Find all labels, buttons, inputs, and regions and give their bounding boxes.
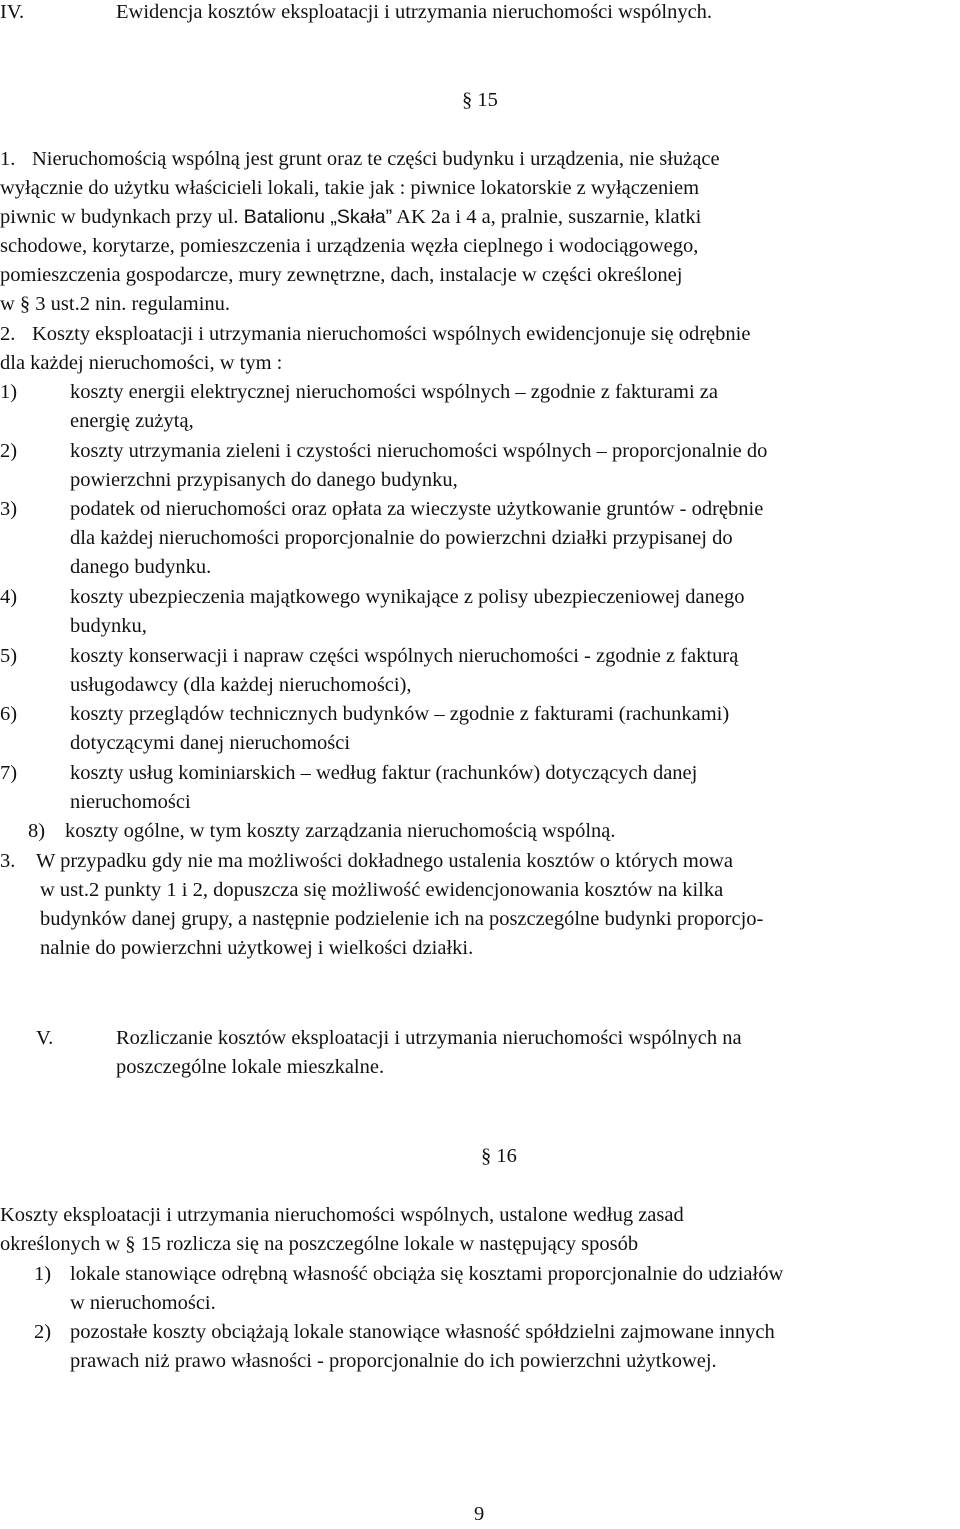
- list-number: 3): [0, 498, 18, 520]
- list-item-line: usługodawcy (dla każdej nieruchomości),: [70, 674, 412, 696]
- list-number: 2): [34, 1321, 52, 1343]
- list-item-line: pozostałe koszty obciążają lokale stanowiące własność spółdzielni zajmowane innych: [70, 1321, 775, 1343]
- paragraph-mark: § 15: [462, 89, 498, 111]
- list-number: 7): [0, 762, 18, 784]
- list-item-line: prawach niż prawo własności - proporcjonalnie do ich powierzchni użytkowej.: [70, 1350, 717, 1372]
- text-segment: AK 2a i 4 a, pralnie, suszarnie, klatki: [396, 206, 702, 228]
- text-line: w § 3 ust.2 nin. regulaminu.: [0, 293, 231, 315]
- list-number: 2): [0, 440, 18, 462]
- list-item-line: koszty utrzymania zieleni i czystości nieruchomości wspólnych – proporcjonalnie do: [70, 440, 768, 462]
- list-item-line: dla każdej nieruchomości proporcjonalnie do powierzchni działki przypisanej do: [70, 527, 733, 549]
- page-number: 9: [474, 1503, 485, 1525]
- list-item-line: koszty ogólne, w tym koszty zarządzania nieruchomością wspólną.: [65, 820, 616, 842]
- list-item-line: powierzchni przypisanych do danego budynku,: [70, 469, 458, 491]
- list-item-line: lokale stanowiące odrębną własność obciąża się kosztami proporcjonalnie do udziałów: [70, 1263, 784, 1285]
- text-line: W przypadku gdy nie ma możliwości dokładnego ustalenia kosztów o których mowa: [36, 850, 734, 872]
- list-item-line: w nieruchomości.: [70, 1292, 216, 1314]
- text-line: wyłącznie do użytku właścicieli lokali, takie jak : piwnice lokatorskie z wyłączeniem: [0, 177, 700, 199]
- text-line: Koszty eksploatacji i utrzymania nieruchomości wspólnych ewidencjonuje się odrębnie: [32, 323, 751, 345]
- list-number: 4): [0, 586, 18, 608]
- point-number: 3.: [0, 850, 16, 872]
- list-item-line: koszty usług kominiarskich – według faktur (rachunków) dotyczących danej: [70, 762, 698, 784]
- list-number: 1): [34, 1263, 52, 1285]
- text-line: Nieruchomością wspólną jest grunt oraz te części budynku i urządzenia, nie służące: [32, 148, 720, 170]
- text-line: nalnie do powierzchni użytkowej i wielkości działki.: [40, 937, 474, 959]
- text-segment: piwnic w budynkach przy ul.: [0, 206, 239, 228]
- text-line: pomieszczenia gospodarcze, mury zewnętrzne, dach, instalacje w części określonej: [0, 264, 683, 286]
- list-item-line: podatek od nieruchomości oraz opłata za wieczyste użytkowanie gruntów - odrębnie: [70, 498, 764, 520]
- list-number: 1): [0, 381, 18, 403]
- paragraph-mark: § 16: [481, 1145, 517, 1167]
- point-number: 1.: [0, 148, 16, 170]
- text-line: budynków danej grupy, a następnie podzielenie ich na poszczególne budynki proporcjo-: [40, 908, 764, 930]
- list-item-line: danego budynku.: [70, 556, 212, 578]
- section-title: Ewidencja kosztów eksploatacji i utrzymania nieruchomości wspólnych.: [116, 1, 713, 23]
- list-item-line: energię zużytą,: [70, 410, 194, 432]
- text-line: schodowe, korytarze, pomieszczenia i urządzenia węzła cieplnego i wodociągowego,: [0, 235, 699, 257]
- text-line: [0, 203, 701, 232]
- list-item-line: koszty konserwacji i napraw części wspólnych nieruchomości - zgodnie z fakturą: [70, 645, 739, 667]
- list-number: 8): [28, 820, 46, 842]
- text-line: określonych w § 15 rozlicza się na poszczególne lokale w następujący sposób: [0, 1233, 639, 1255]
- list-item-line: dotyczącymi danej nieruchomości: [70, 732, 351, 754]
- list-item-line: koszty ubezpieczenia majątkowego wynikające z polisy ubezpieczeniowej danego: [70, 586, 745, 608]
- list-item-line: nieruchomości: [70, 791, 191, 813]
- text-segment-sans: Batalionu „Skała”: [243, 206, 393, 228]
- section-number: IV.: [0, 1, 25, 23]
- section-number: V.: [36, 1027, 54, 1049]
- list-item-line: koszty przeglądów technicznych budynków – zgodnie z fakturami (rachunkami): [70, 703, 730, 725]
- list-number: 6): [0, 703, 18, 725]
- list-item-line: koszty energii elektrycznej nieruchomości wspólnych – zgodnie z fakturami za: [70, 381, 718, 403]
- point-number: 2.: [0, 323, 16, 345]
- text-line: Koszty eksploatacji i utrzymania nieruchomości wspólnych, ustalone według zasad: [0, 1204, 684, 1226]
- list-number: 5): [0, 645, 18, 667]
- section-title: Rozliczanie kosztów eksploatacji i utrzymania nieruchomości wspólnych na: [116, 1027, 742, 1049]
- text-line: dla każdej nieruchomości, w tym :: [0, 352, 283, 374]
- text-line: w ust.2 punkty 1 i 2, dopuszcza się możliwość ewidencjonowania kosztów na kilka: [40, 879, 724, 901]
- list-item-line: budynku,: [70, 615, 147, 637]
- section-title: poszczególne lokale mieszkalne.: [116, 1056, 385, 1078]
